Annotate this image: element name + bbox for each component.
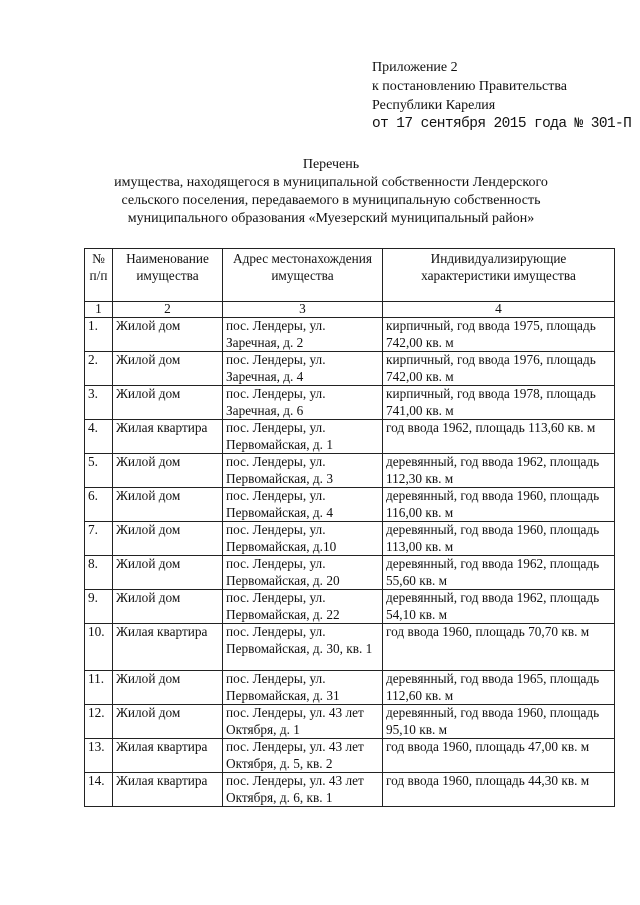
row-number: 1. (85, 318, 113, 352)
table-row (85, 671, 615, 705)
row-address: пос. Лендеры, ул. Заречная, д. 6 (223, 386, 383, 420)
row-number: 4. (85, 420, 113, 454)
appendix-line-3: Республики Карелия (372, 98, 496, 113)
property-table (84, 248, 615, 807)
table-row (85, 386, 615, 420)
row-name: Жилой дом (113, 671, 223, 705)
row-name: Жилой дом (113, 488, 223, 522)
row-number: 10. (85, 624, 113, 671)
row-name: Жилая квартира (113, 420, 223, 454)
column-number-row (85, 302, 615, 318)
row-number: 2. (85, 352, 113, 386)
row-address: пос. Лендеры, ул. Заречная, д. 4 (223, 352, 383, 386)
table-row (85, 488, 615, 522)
appendix-date-stamp: от 17 сентября 2015 года № 301-П (372, 116, 632, 132)
table-row (85, 352, 615, 386)
header-name: Наименование имущества (113, 249, 223, 302)
row-name: Жилая квартира (113, 773, 223, 807)
header-address: Адрес местонахождения имущества (223, 249, 383, 302)
row-name: Жилой дом (113, 590, 223, 624)
row-name: Жилой дом (113, 556, 223, 590)
column-number: 1 (85, 302, 113, 318)
table-row (85, 318, 615, 352)
row-address: пос. Лендеры, ул. 43 лет Октября, д. 5, кв. 2 (223, 739, 383, 773)
row-characteristics: деревянный, год ввода 1965, площадь 112,60 кв. м (383, 671, 615, 705)
row-characteristics: год ввода 1960, площадь 44,30 кв. м (383, 773, 615, 807)
appendix-line-1: Приложение 2 (372, 60, 458, 75)
row-name: Жилой дом (113, 386, 223, 420)
row-number: 3. (85, 386, 113, 420)
row-number: 14. (85, 773, 113, 807)
header-characteristics: Индивидуализирующие характеристики имущества (383, 249, 615, 302)
row-address: пос. Лендеры, ул. Первомайская, д. 3 (223, 454, 383, 488)
row-name: Жилой дом (113, 318, 223, 352)
row-number: 12. (85, 705, 113, 739)
row-address: пос. Лендеры, ул. 43 лет Октября, д. 1 (223, 705, 383, 739)
row-characteristics: год ввода 1960, площадь 47,00 кв. м (383, 739, 615, 773)
table-row (85, 420, 615, 454)
column-number: 4 (383, 302, 615, 318)
row-characteristics: деревянный, год ввода 1960, площадь 95,10 кв. м (383, 705, 615, 739)
table-row (85, 556, 615, 590)
row-name: Жилая квартира (113, 739, 223, 773)
row-name: Жилой дом (113, 352, 223, 386)
row-name: Жилая квартира (113, 624, 223, 671)
row-address: пос. Лендеры, ул. Первомайская, д. 20 (223, 556, 383, 590)
row-characteristics: год ввода 1960, площадь 70,70 кв. м (383, 624, 615, 671)
row-number: 13. (85, 739, 113, 773)
row-characteristics: кирпичный, год ввода 1978, площадь 741,00 кв. м (383, 386, 615, 420)
document-title (96, 156, 566, 228)
row-characteristics: деревянный, год ввода 1960, площадь 113,00 кв. м (383, 522, 615, 556)
row-address: пос. Лендеры, ул. Первомайская, д. 31 (223, 671, 383, 705)
header-number: № п/п (85, 249, 113, 302)
row-number: 5. (85, 454, 113, 488)
column-number: 3 (223, 302, 383, 318)
row-characteristics: кирпичный, год ввода 1975, площадь 742,00 кв. м (383, 318, 615, 352)
row-number: 6. (85, 488, 113, 522)
table-body (85, 318, 615, 807)
row-name: Жилой дом (113, 454, 223, 488)
appendix-header (372, 58, 634, 134)
table-row (85, 739, 615, 773)
table-row (85, 454, 615, 488)
title-text: имущества, находящегося в муниципальной собственности Лендерского сельского поселения, передаваемого в муниципальную собственность муниципального образования «Муезерский муниципальный район» (114, 175, 548, 226)
row-characteristics: деревянный, год ввода 1962, площадь 55,60 кв. м (383, 556, 615, 590)
row-address: пос. Лендеры, ул. 43 лет Октября, д. 6, кв. 1 (223, 773, 383, 807)
table-row (85, 773, 615, 807)
table-row (85, 590, 615, 624)
row-number: 9. (85, 590, 113, 624)
table-row (85, 522, 615, 556)
row-characteristics: деревянный, год ввода 1962, площадь 112,30 кв. м (383, 454, 615, 488)
row-address: пос. Лендеры, ул. Первомайская, д. 22 (223, 590, 383, 624)
table-row (85, 624, 615, 671)
row-characteristics: кирпичный, год ввода 1976, площадь 742,00 кв. м (383, 352, 615, 386)
row-address: пос. Лендеры, ул. Заречная, д. 2 (223, 318, 383, 352)
table-header-row (85, 249, 615, 302)
row-address: пос. Лендеры, ул. Первомайская, д.10 (223, 522, 383, 556)
row-characteristics: год ввода 1962, площадь 113,60 кв. м (383, 420, 615, 454)
row-name: Жилой дом (113, 522, 223, 556)
column-number: 2 (113, 302, 223, 318)
title-heading: Перечень (302, 157, 360, 172)
row-address: пос. Лендеры, ул. Первомайская, д. 30, кв. 1 (223, 624, 383, 671)
row-name: Жилой дом (113, 705, 223, 739)
row-address: пос. Лендеры, ул. Первомайская, д. 1 (223, 420, 383, 454)
row-address: пос. Лендеры, ул. Первомайская, д. 4 (223, 488, 383, 522)
appendix-line-2: к постановлению Правительства (372, 79, 568, 94)
row-number: 7. (85, 522, 113, 556)
table-row (85, 705, 615, 739)
row-number: 8. (85, 556, 113, 590)
row-characteristics: деревянный, год ввода 1960, площадь 116,00 кв. м (383, 488, 615, 522)
row-characteristics: деревянный, год ввода 1962, площадь 54,10 кв. м (383, 590, 615, 624)
row-number: 11. (85, 671, 113, 705)
